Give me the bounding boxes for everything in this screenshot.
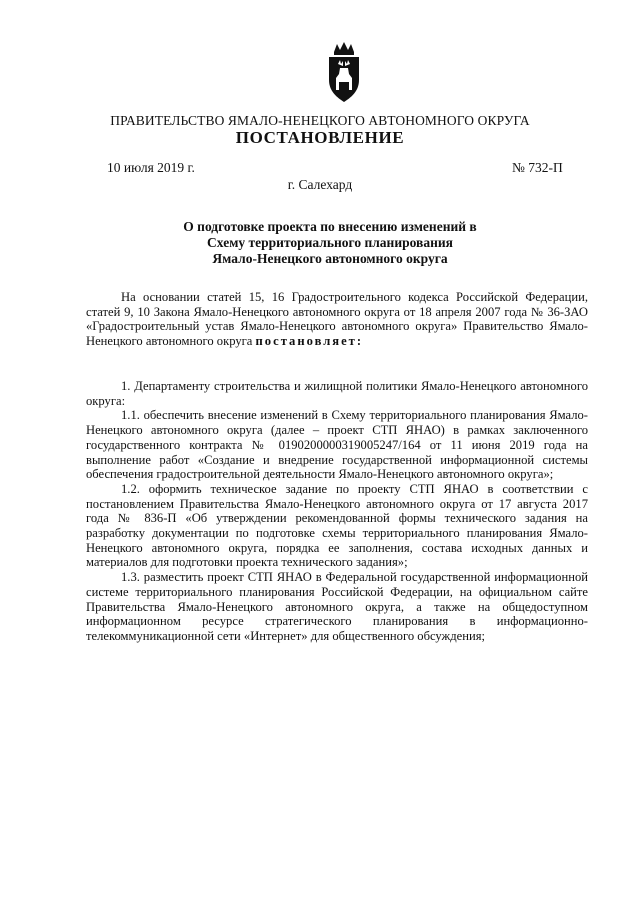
government-title: ПРАВИТЕЛЬСТВО ЯМАЛО-НЕНЕЦКОГО АВТОНОМНОГО ОКРУГА — [110, 113, 530, 128]
preamble-text: На основании статей 15, 16 Градостроительного кодекса Российской Федерации, статей 9, 10 Закона Ямало-Ненецкого автономного округа от 18 апреля 2007 года № 36-ЗАО «Градостроительный устав Ямало-Ненецкого автономного округа» Правительство Ямало-Ненецкого автономного округа — [86, 290, 588, 349]
document-number: № 732-П — [512, 160, 563, 175]
subject-line-3: Ямало-Ненецкого автономного округа — [212, 251, 448, 266]
coat-of-arms-icon — [326, 40, 362, 106]
item-1-1: 1.1. обеспечить внесение изменений в Схему территориального планирования Ямало-Ненецкого автономного округа (далее – проект СТП ЯНАО) в рамках заключенного государственного контракта № 0190200000319005247/164 от 11 июня 2019 года на выполнение работ «Создание и внедрение государственной информационной системы обеспечения градостроительной деятельности Ямало-Ненецкого автономного округа»; — [86, 408, 588, 482]
item-1: 1. Департаменту строительства и жилищной политики Ямало-Ненецкого автономного округа: — [86, 379, 588, 408]
preamble — [86, 290, 588, 349]
resolution-items — [86, 379, 588, 644]
subject-line-2: Схему территориального планирования — [207, 235, 453, 250]
document-date: 10 июля 2019 г. — [107, 160, 195, 175]
decides-word: постановляет: — [255, 334, 364, 349]
subject-line-1: О подготовке проекта по внесению изменений в — [183, 219, 477, 234]
item-1-3: 1.3. разместить проект СТП ЯНАО в Федеральной государственной информационной системе территориального планирования Российской Федерации, на официальном сайте Правительства Ямало-Ненецкого автономного округа, а также на общедоступном информационном ресурсе стратегического планирования в информационно-телекоммуникационной сети «Интернет» для общественного обсуждения; — [86, 570, 588, 643]
document-city: г. Салехард — [287, 177, 353, 192]
document-type: ПОСТАНОВЛЕНИЕ — [235, 128, 405, 147]
document-subject — [100, 219, 560, 267]
item-1-2: 1.2. оформить техническое задание по проекту СТП ЯНАО в соответствии с постановлением Правительства Ямало-Ненецкого автономного округа от 17 августа 2017 года № 836-П «Об утверждении рекомендованной формы технического задания на разработку документации по подготовке схемы территориального планирования Ямало-Ненецкого автономного округа, порядка ее заполнения, состава исходных данных и материалов для подготовки проекта технического задания»; — [86, 481, 588, 570]
